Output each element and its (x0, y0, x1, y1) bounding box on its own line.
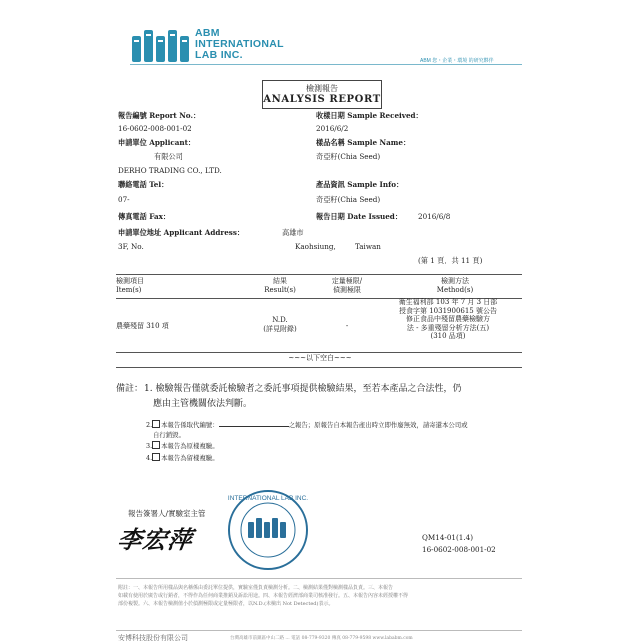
tagline: ABM 您・企業・環境 的研究夥伴 (420, 58, 494, 64)
note-2-text-cont: 之報告；原報告自本報告產出時立即作廢無效，請寄還本公司或 (288, 421, 468, 429)
footer-legal-line: 附註：一、本報告所用樣品與名稱係由委託單位提供，實驗室僅負責檢測分析。二、檢測結果僅對檢測樣品負責。三、本報告 (118, 585, 394, 591)
footer-legal-line: 如載有使用於廣告或行銷者，不得作為任何商業推銷及訴訟用途。四、本報告經濟部商業司核准發行。五、本報告內容未經授權不得 (118, 593, 409, 599)
row-method-line: 法 - 多重殘留分析方法(五) (406, 323, 490, 332)
row-result-value: N.D. (272, 316, 288, 324)
th-item-en: Item(s) (116, 285, 142, 294)
page-indicator: (第 1 頁．共 11 頁) (418, 256, 483, 265)
sample-name-value: 奇亞籽(Chia Seed) (316, 152, 381, 161)
fax-label: 傳真電話 Fax： (118, 212, 171, 221)
address-zh: 高雄市 (282, 228, 304, 237)
applicant-en: DERHO TRADING CO., LTD. (118, 166, 222, 175)
note-2-line-2: 自行銷毀。 (153, 431, 185, 439)
address-en-b: Kaohsiung, (295, 242, 336, 251)
checkbox-replace (152, 420, 160, 428)
th-result-zh: 結果 (273, 277, 287, 285)
report-title-en: ANALYSIS REPORT (263, 94, 381, 105)
table-header-result (245, 277, 315, 294)
row-method-line: 修正食品中殘留農藥檢驗方 (406, 315, 490, 323)
sample-info-value: 奇亞籽(Chia Seed) (316, 195, 381, 204)
note-3-number: 3. (146, 442, 153, 450)
table-top-rule (116, 274, 522, 275)
brand-name (195, 28, 284, 61)
replace-no-blank (219, 426, 289, 427)
report-title-zh: 檢測報告 (306, 84, 338, 93)
brand-line-3: LAB INC. (195, 49, 243, 61)
table-bottom-rule (116, 352, 522, 353)
received-value: 2016/6/2 (316, 124, 349, 133)
note-1-line-2: 應由主管機關依法判斷。 (153, 399, 253, 409)
abm-logo-icon (130, 26, 192, 66)
company-seal (226, 488, 310, 572)
note-4-number: 4. (146, 454, 153, 462)
tel-label: 聯絡電話 Tel： (118, 180, 169, 189)
header-divider (130, 64, 522, 65)
table-header-item (116, 277, 226, 294)
address-en-a: 3F, No. (118, 242, 144, 251)
th-result-en: Result(s) (264, 285, 296, 294)
form-code: QM14-01(1.4) (422, 533, 474, 542)
row-method-line: (310 品項) (430, 332, 466, 340)
note-1-line-1: 1. 檢驗報告僅就委託檢驗者之委託事項提供檢驗結果，至若本產品之合法性，仍 (144, 384, 462, 394)
note-2-number: 2. (146, 421, 153, 429)
row-limit: - (345, 322, 349, 330)
footer-divider (116, 578, 522, 579)
row-result-note: (詳見附錄) (263, 324, 297, 333)
signatory-label: 報告簽署人/實驗室主管 (128, 509, 206, 518)
tel-value: 07- (118, 195, 130, 204)
note-3-text: 本報告為原樣複驗。 (161, 442, 219, 450)
note-2 (146, 420, 468, 429)
address-label: 申請單位地址 Applicant Address： (118, 228, 245, 237)
th-limit-en: 偵測極限 (333, 285, 361, 294)
row-item: 農藥殘留 310 項 (116, 322, 169, 330)
row-method-line: 授食字第 1031900615 號公告 (399, 306, 497, 315)
footer-divider-bottom (116, 630, 522, 631)
brand-line-1: ABM (195, 27, 220, 39)
note-4 (146, 453, 219, 462)
th-method-zh: 檢測方法 (441, 277, 469, 285)
table-end-rule (116, 367, 522, 368)
issued-value: 2016/6/8 (418, 212, 451, 221)
report-title (262, 80, 382, 109)
report-no-label: 報告編號 Report No.： (118, 111, 201, 120)
notes-label: 備註： (116, 384, 144, 394)
note-2-text: 本報告係取代編號： (161, 421, 219, 429)
brand-line-2: INTERNATIONAL (195, 38, 284, 50)
checkbox-retained-retest (152, 453, 160, 461)
seal-text: INTERNATIONAL LAB INC. (227, 495, 309, 502)
issued-label: 報告日期 Date Issued： (316, 212, 403, 221)
report-code: 16-0602-008-001-02 (422, 545, 496, 554)
end-of-table-mark: ~~~以下空白~~~ (288, 354, 352, 362)
th-limit-zh: 定量極限/ (331, 277, 363, 285)
sample-info-label: 產品資訊 Sample Info： (316, 180, 404, 189)
table-header-method (400, 277, 510, 294)
row-result (245, 316, 315, 333)
row-method (378, 298, 518, 341)
checkbox-original-retest (152, 441, 160, 449)
signature-name: 李宏萍 (115, 525, 195, 554)
note-3 (146, 441, 219, 450)
th-method-en: Method(s) (436, 285, 474, 294)
th-item-zh: 檢測項目 (116, 277, 144, 285)
sample-name-label: 樣品名稱 Sample Name： (316, 138, 411, 147)
applicant-zh: 有限公司 (154, 152, 183, 161)
footer-contact: 台灣高雄市前鎮區中山二路 ... 電話 08-779-9320 傳真 08-779-9598 www.lababm.com (230, 636, 413, 641)
note-4-text: 本報告為留樣複驗。 (161, 454, 219, 462)
footer-company: 安博科技股份有限公司 (118, 634, 188, 642)
footer-legal-line: 部份複製。六、本報告檢測值小於偵測極限或定量極限者，以N.D.(未檢出 Not Detected)表示。 (118, 601, 334, 607)
row-method-line: 衛生福利部 103 年 7 月 3 日部 (398, 298, 498, 306)
received-label: 收樣日期 Sample Received： (316, 111, 423, 120)
applicant-label: 申請單位 Applicant： (118, 138, 196, 147)
table-header-limit (312, 277, 382, 294)
address-en-c: Taiwan (355, 242, 381, 251)
footer-legal (118, 584, 520, 608)
report-no-value: 16-0602-008-001-02 (118, 124, 192, 133)
